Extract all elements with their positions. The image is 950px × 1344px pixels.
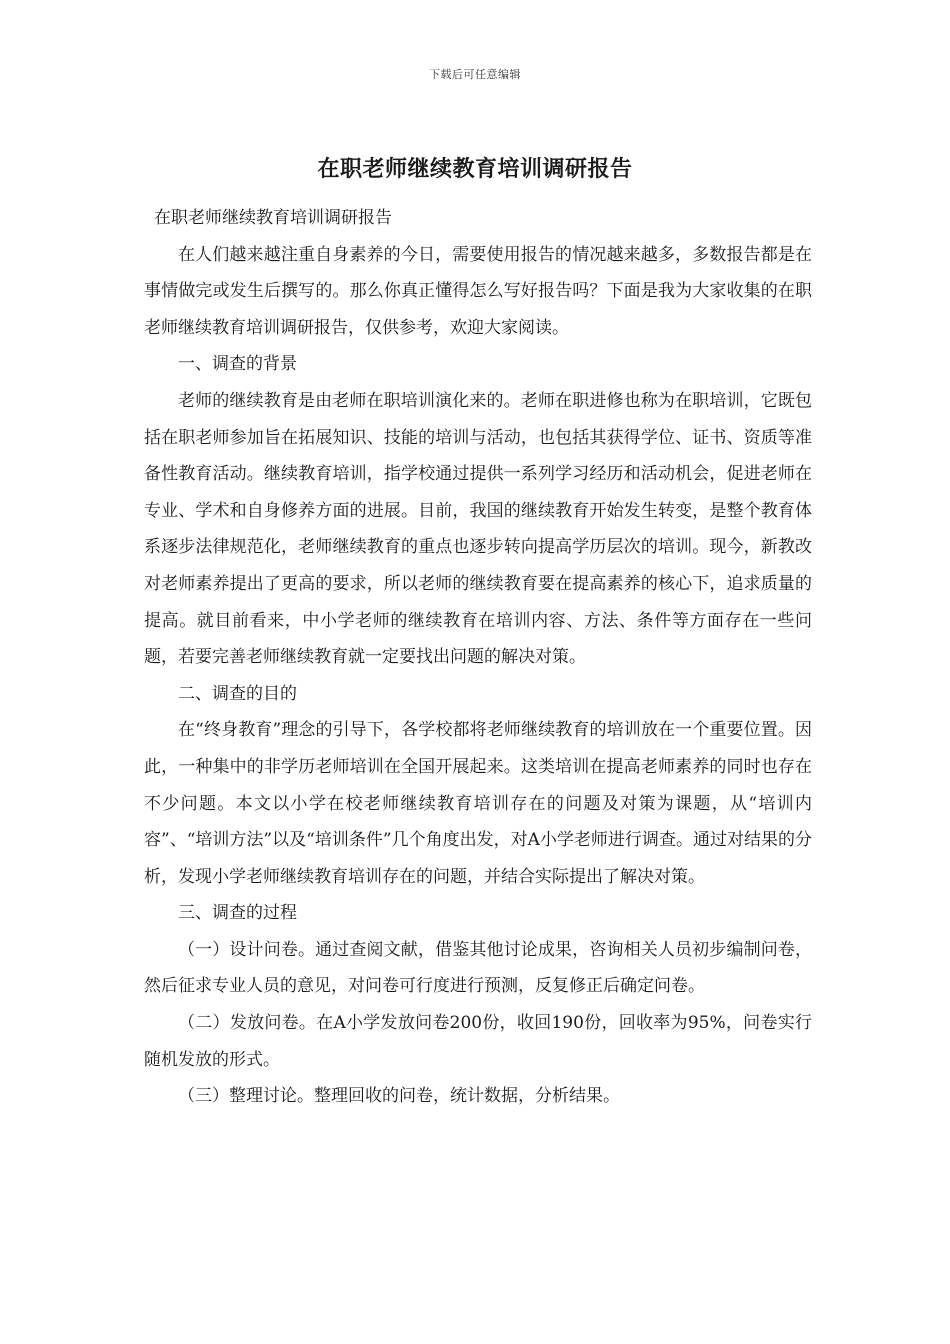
purpose-paragraph: 在“终身教育”理念的引导下，各学校都将老师继续教育的培训放在一个重要位置。因此，一种集中的非学历老师培训在全国开展起来。这类培训在提高老师素养的同时也存在不少问题。本文以小学在校老师继续教育培训存在的问题及对策为课题，从“培训内容”、“培训方法”以及“培训条件”几个角度出发，对A小学老师进行调查。通过对结果的分析，发现小学老师继续教育培训存在的问题，并结合实际提出了解决对策。 [144, 720, 812, 887]
process-step-design: （一）设计问卷。通过查阅文献，借鉴其他讨论成果，咨询相关人员初步编制问卷，然后征求专业人员的意见，对问卷可行度进行预测，反复修正后确定问卷。 [144, 939, 812, 997]
background-paragraph: 老师的继续教育是由老师在职培训演化来的。老师在职进修也称为在职培训，它既包括在职老师参加旨在拓展知识、技能的培训与活动，也包括其获得学位、证书、资质等准备性教育活动。继续教育培训，指学校通过提供一系列学习经历和活动机会，促进老师在专业、学术和自身修养方面的进展。目前，我国的继续教育开始发生转变，是整个教育体系逐步法律规范化，老师继续教育的重点也逐步转向提高学历层次的培训。现今，新教改对老师素养提出了更高的要求，所以老师的继续教育要在提高素养的核心下，追求质量的提高。就目前看来，中小学老师的继续教育在培训内容、方法、条件等方面存在一些问题，若要完善老师继续教育就一定要找出问题的解决对策。 [144, 390, 812, 668]
process-step-analyze: （三）整理讨论。整理回收的问卷，统计数据，分析结果。 [178, 1086, 620, 1107]
section-heading-purpose: 二、调查的目的 [178, 683, 297, 704]
section-heading-background: 一、调查的背景 [178, 354, 297, 375]
header-note: 下载后可任意编辑 [429, 68, 521, 81]
intro-paragraph: 在人们越来越注重自身素养的今日，需要使用报告的情况越来越多，多数报告都是在事情做完或发生后撰写的。那么你真正懂得怎么写好报告吗？下面是我为大家收集的在职老师继续教育培训调研报告，仅供参考，欢迎大家阅读。 [144, 244, 812, 338]
document-subtitle: 在职老师继续教育培训调研报告 [154, 208, 392, 228]
document-title: 在职老师继续教育培训调研报告 [317, 156, 633, 182]
document-body [144, 200, 812, 1115]
process-step-distribute: （二）发放问卷。在A小学发放问卷200份，收回190份，回收率为95%，问卷实行随机发放的形式。 [144, 1013, 812, 1070]
section-heading-process: 三、调查的过程 [178, 903, 297, 924]
